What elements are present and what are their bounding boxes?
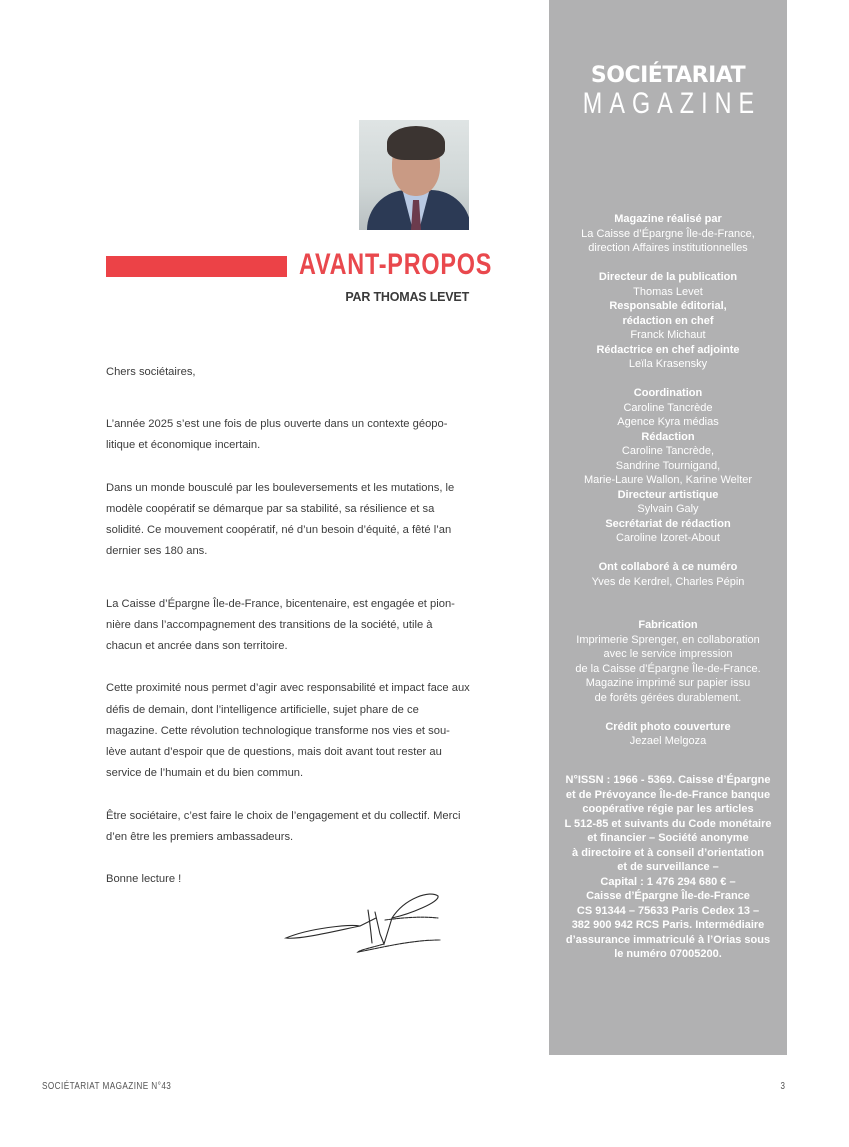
credit-line: de la Caisse d’Épargne Île-de-France.	[575, 662, 761, 675]
legal-line: Caisse d’Épargne Île-de-France	[586, 890, 750, 902]
credit-heading: rédaction en chef	[622, 314, 714, 327]
credit-line: Magazine imprimé sur papier issu	[585, 677, 751, 689]
credit-heading: Fabrication	[638, 619, 698, 631]
credit-heading: Directeur artistique	[617, 488, 719, 501]
credit-heading: Responsable éditorial,	[609, 300, 727, 312]
credit-heading: Ont collaboré à ce numéro	[598, 561, 738, 573]
paragraph: Bonne lecture !	[106, 873, 182, 886]
byline: PAR THOMAS LEVET	[345, 290, 469, 304]
credit-heading: Crédit photo couverture	[605, 720, 731, 733]
credit-line: Caroline Izoret-About	[616, 532, 720, 544]
section-title: AVANT-PROPOS	[299, 248, 493, 281]
credit-heading: Rédaction	[641, 430, 695, 443]
credit-line: Franck Michaut	[630, 329, 706, 341]
credit-heading: Coordination	[633, 387, 703, 399]
credit-line: Leïla Krasensky	[628, 358, 708, 370]
credit-heading: Magazine réalisé par	[614, 213, 722, 225]
logo-line-1: SOCIÉTARIAT	[590, 63, 746, 88]
article-body	[106, 362, 470, 912]
legal-line: et de surveillance –	[617, 861, 719, 873]
credit-line: Marie-Laure Wallon, Karine Welter	[583, 474, 753, 486]
credit-line: Yves de Kerdrel, Charles Pépin	[591, 575, 745, 588]
legal-line: N°ISSN : 1966 - 5369. Caisse d’Épargne	[565, 774, 771, 786]
credit-line: direction Affaires institutionnelles	[588, 242, 748, 254]
paragraph: Dans un monde bousculé par les bouleversements et les mutations, le modèle coopératif se démarque par sa stabilité, sa résilience et sa solidité. Ce mouvement coopératif, né d’un besoin d’équité, a fêté l’an dernier ses 180 ans.	[106, 481, 455, 558]
legal-notice	[549, 773, 787, 962]
legal-line: coopérative régie par les articles	[582, 803, 754, 815]
logo-line-2: MAGAZINE	[582, 87, 762, 120]
credit-line: Sandrine Tournigand,	[615, 459, 721, 472]
legal-line: et de Prévoyance Île-de-France banque	[565, 788, 771, 801]
credit-line: Sylvain Galy	[637, 503, 699, 515]
legal-line: et financier – Société anonyme	[587, 832, 749, 844]
paragraph: Être sociétaire, c’est faire le choix de l’engagement et du collectif. Merci d’en être les premiers ambassadeurs.	[106, 809, 461, 843]
legal-line: CS 91344 – 75633 Paris Cedex 13 –	[576, 904, 760, 917]
credit-heading: Directeur de la publication	[598, 271, 738, 283]
page-number: 3	[780, 1081, 786, 1092]
masthead-sidebar	[549, 0, 787, 1055]
legal-line: à directoire et à conseil d’orientation	[572, 846, 764, 859]
credit-line: Agence Kyra médias	[617, 416, 719, 428]
credit-line: Thomas Levet	[633, 285, 703, 298]
credit-line: La Caisse d’Épargne Île-de-France,	[581, 227, 755, 240]
credit-heading: Rédactrice en chef adjointe	[596, 343, 740, 356]
footer-publication: SOCIÉTARIAT MAGAZINE N°43	[42, 1081, 172, 1092]
credit-heading: Secrétariat de rédaction	[605, 517, 731, 530]
legal-line: d’assurance immatriculé à l’Orias sous	[565, 933, 771, 946]
credit-line: Caroline Tancrède,	[621, 445, 715, 457]
paragraph: L’année 2025 s’est une fois de plus ouverte dans un contexte géopo-litique et économique incertain.	[106, 418, 448, 452]
legal-line: L 512-85 et suivants du Code monétaire	[564, 817, 772, 830]
legal-line: le numéro 07005200.	[614, 948, 722, 960]
credit-line: de forêts gérées durablement.	[594, 691, 742, 704]
accent-bar	[106, 256, 287, 277]
paragraph: Chers sociétaires,	[106, 366, 196, 378]
author-portrait	[359, 120, 469, 230]
credit-line: avec le service impression	[603, 648, 733, 660]
legal-line: 382 900 942 RCS Paris. Intermédiaire	[571, 919, 765, 931]
credits-block	[549, 212, 787, 749]
credit-line: Caroline Tancrède	[623, 401, 713, 414]
magazine-logo	[549, 64, 787, 120]
credit-line: Jezael Melgoza	[629, 735, 707, 747]
paragraph: Cette proximité nous permet d’agir avec responsabilité et impact face aux défis de demain, dont l’intelligence artificielle, sujet phare de ce magazine. Cette révolution technologique transforme nos vies et sou-lève autant d’espoir que de questions, mais doit avant tout rester au service de l’humain et du bien commun.	[106, 682, 470, 780]
legal-line: Capital : 1 476 294 680 € –	[600, 875, 736, 888]
paragraph: La Caisse d’Épargne Île-de-France, bicentenaire, est engagée et pion-nière dans l’accompagnement des transitions de la société, utile à chacun et ancrée dans son territoire.	[106, 597, 455, 653]
signature-icon	[280, 888, 445, 958]
credit-line: Imprimerie Sprenger, en collaboration	[576, 633, 760, 646]
